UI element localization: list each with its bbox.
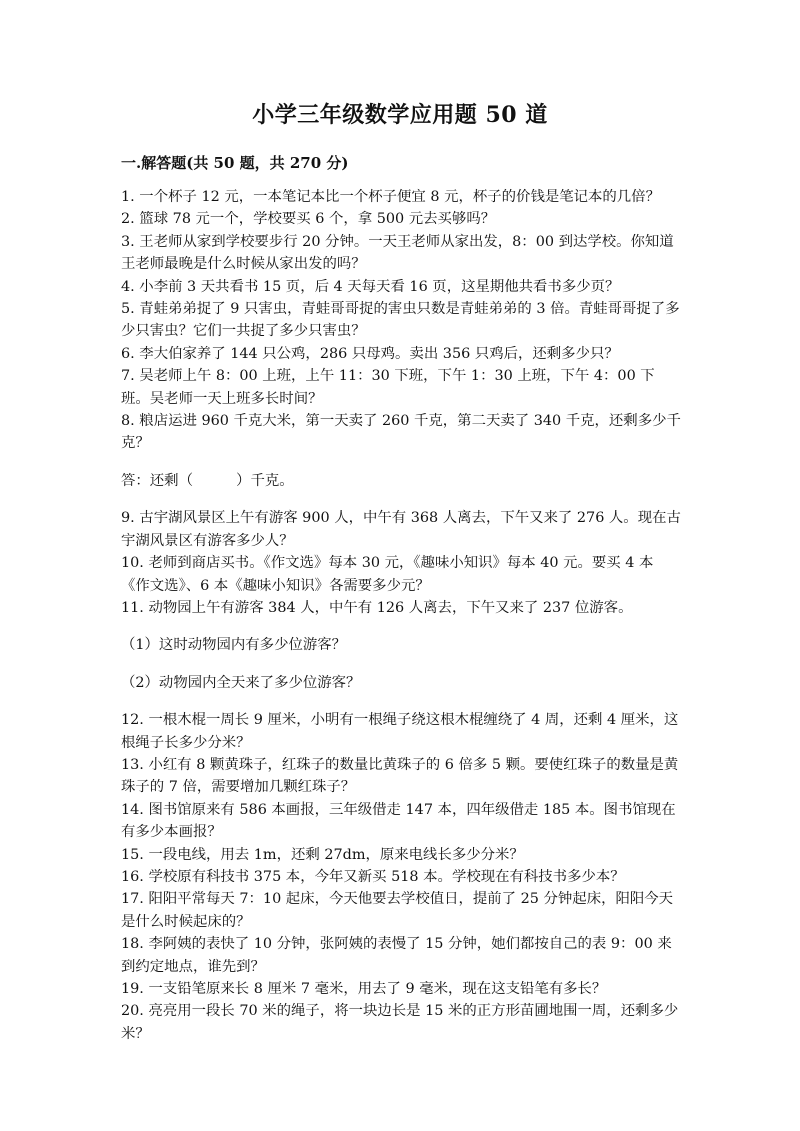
question-list bbox=[121, 186, 681, 1045]
question-18: 18. 李阿姨的表快了 10 分钟，张阿姨的表慢了 15 分钟，她们都按自己的表 9：00 来到约定地点，谁先到？ bbox=[121, 936, 672, 975]
question-4: 4. 小李前 3 天共看书 15 页，后 4 天每天看 16 页，这星期他共看书多少页？ bbox=[121, 278, 620, 295]
question-15: 15. 一段电线，用去 1m，还剩 27dm，原来电线长多少分米？ bbox=[121, 846, 524, 863]
page-title: 小学三年级数学应用题 50 道 bbox=[252, 102, 548, 128]
question-8: 8. 粮店运进 960 千克大米，第一天卖了 260 千克，第二天卖了 340 千克，还剩多少千克？ bbox=[121, 413, 681, 452]
question-9: 9. 古宇湖风景区上午有游客 900 人，中午有 368 人离去，下午又来了 276 人。现在古宇湖风景区有游客多少人？ bbox=[121, 510, 681, 549]
question-17: 17. 阳阳平常每天 7：10 起床，今天他要去学校值日，提前了 25 分钟起床，阳阳今天是什么时候起床的？ bbox=[121, 891, 674, 930]
question-11: 11. 动物园上午有游客 384 人，中午有 126 人离去，下午又来了 237 位游客。 bbox=[121, 599, 633, 616]
question-12: 12. 一根木棍一周长 9 厘米，小明有一根绳子绕这根木棍缠绕了 4 周，还剩 4 厘米，这根绳子长多少分米？ bbox=[121, 712, 679, 751]
answer-line-8: 答：还剩（ ）千克。 bbox=[121, 472, 294, 489]
question-11-part-2: （2）动物园内全天来了多少位游客？ bbox=[121, 674, 361, 691]
question-2: 2. 篮球 78 元一个，学校要买 6 个，拿 500 元去买够吗？ bbox=[121, 211, 496, 228]
question-3: 3. 王老师从家到学校要步行 20 分钟。一天王老师从家出发，8：00 到达学校。你知道王老师最晚是什么时候从家出发的吗？ bbox=[121, 233, 674, 273]
question-5: 5. 青蛙弟弟捉了 9 只害虫，青蛙哥哥捉的害虫只数是青蛙弟弟的 3 倍。青蛙哥哥捉了多少只害虫？它们一共捉了多少只害虫？ bbox=[121, 301, 680, 340]
question-11-part-1: （1）这时动物园内有多少位游客？ bbox=[121, 637, 347, 654]
question-7: 7. 吴老师上午 8：00 上班，上午 11：30 下班，下午 1：30 上班，下午 4：00 下班。吴老师一天上班多长时间？ bbox=[121, 368, 655, 407]
question-14: 14. 图书馆原来有 586 本画报，三年级借走 147 本，四年级借走 185 本。图书馆现在有多少本画报？ bbox=[121, 801, 676, 841]
question-20: 20. 亮亮用一段长 70 米的绳子，将一块边长是 15 米的正方形苗圃地围一周，还剩多少米？ bbox=[121, 1003, 679, 1042]
question-10: 10. 老师到商店买书。《作文选》每本 30 元，《趣味小知识》每本 40 元。要买 4 本《作文选》、6 本《趣味小知识》各需要多少元？ bbox=[121, 555, 654, 594]
section-heading: 一.解答题(共 50 题，共 270 分) bbox=[121, 154, 349, 172]
question-13: 13. 小红有 8 颗黄珠子，红珠子的数量比黄珠子的 6 倍多 5 颗。要使红珠子的数量是黄珠子的 7 倍，需要增加几颗红珠子？ bbox=[121, 756, 679, 796]
question-19: 19. 一支铅笔原来长 8 厘米 7 毫米，用去了 9 毫米，现在这支铅笔有多长？ bbox=[121, 981, 607, 997]
question-1: 1. 一个杯子 12 元，一本笔记本比一个杯子便宜 8 元，杯子的价钱是笔记本的几倍？ bbox=[121, 189, 660, 205]
question-16: 16. 学校原有科技书 375 本，今年又新买 518 本。学校现在有科技书多少本？ bbox=[121, 868, 625, 885]
question-6: 6. 李大伯家养了 144 只公鸡，286 只母鸡。卖出 356 只鸡后，还剩多少只？ bbox=[121, 345, 619, 362]
